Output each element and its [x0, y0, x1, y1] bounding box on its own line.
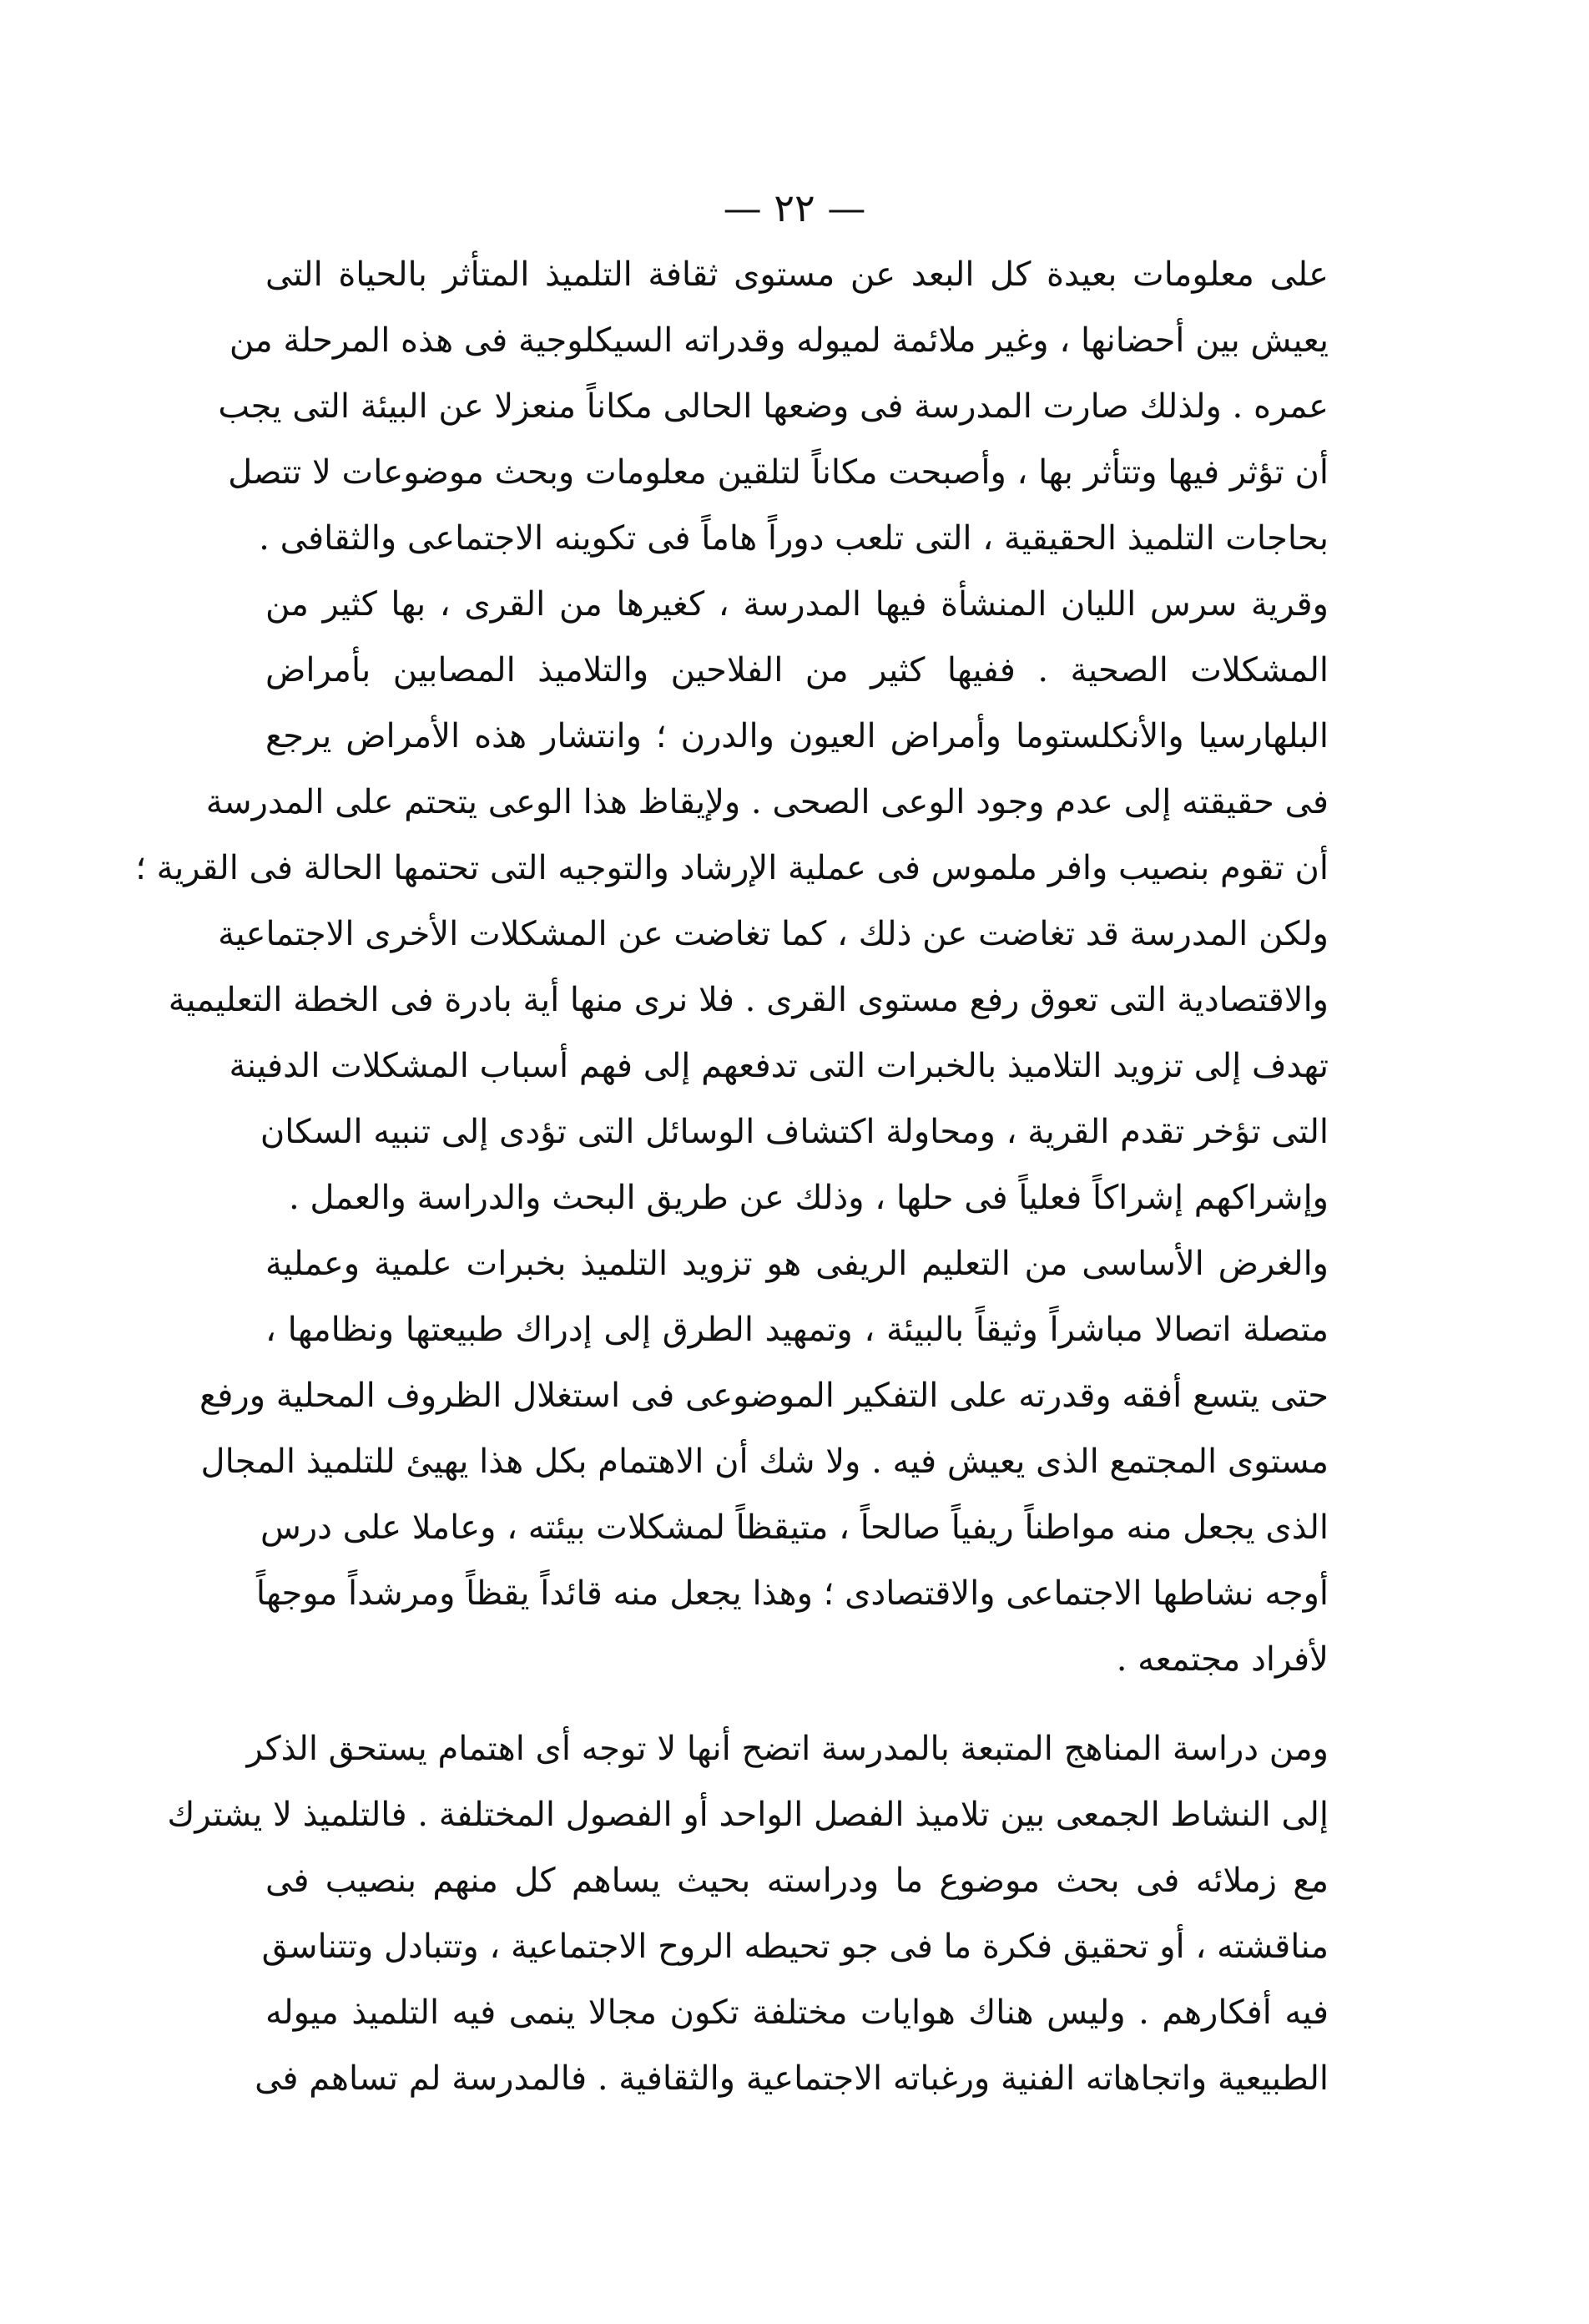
text-line: أن تقوم بنصيب وافر ملموس فى عملية الإرشاد والتوجيه التى تحتمها الحالة فى القرية ؛	[135, 849, 1329, 887]
text-line: الطبيعية واتجاهاته الفنية ورغباته الاجتماعية والثقافية . فالمدرسة لم تساهم فى	[255, 2059, 1329, 2098]
text-line: التى تؤخر تقدم القرية ، ومحاولة اكتشاف الوسائل التى تؤدى إلى تنبيه السكان	[260, 1113, 1329, 1151]
text-line: مناقشته ، أو تحقيق فكرة ما فى جو تحيطه الروح الاجتماعية ، وتتبادل وتتناسق	[261, 1927, 1329, 1966]
text-line: مستوى المجتمع الذى يعيش فيه . ولا شك أن الاهتمام بكل هذا يهيئ للتلميذ المجال	[200, 1442, 1329, 1481]
text-line: أوجه نشاطها الاجتماعى والاقتصادى ؛ وهذا يجعل منه قائداً يقظاً ومرشداً موجهاً	[255, 1574, 1329, 1613]
text-line: وإشراكهم إشراكاً فعلياً فى حلها ، وذلك عن طريق البحث والدراسة والعمل .	[289, 1179, 1329, 1217]
text-line: فيه أفكارهم . وليس هناك هوايات مختلفة تكون مجالا ينمى فيه التلميذ ميوله	[265, 1993, 1329, 2032]
text-line: إلى النشاط الجمعى بين تلاميذ الفصل الواحد أو الفصول المختلفة . فالتلميذ لا يشترك	[167, 1796, 1329, 1834]
text-line: لأفراد مجتمعه .	[1116, 1640, 1329, 1679]
text-line: والغرض الأساسى من التعليم الريفى هو تزويد التلميذ بخبرات علمية وعملية	[265, 1245, 1329, 1283]
paragraph-gap	[265, 1693, 1329, 1716]
text-line: والاقتصادية التى تعوق رفع مستوى القرى . فلا نرى منها أية بادرة فى الخطة التعليمية	[168, 981, 1329, 1019]
text-line: بحاجات التلميذ الحقيقية ، التى تلعب دوراً هاماً فى تكوينه الاجتماعى والثقافى .	[259, 519, 1329, 558]
text-line: يعيش بين أحضانها ، وغير ملائمة لميوله وقدراته السيكلوجية فى هذه المرحلة من	[229, 321, 1329, 360]
text-line: متصلة اتصالا مباشراً وثيقاً بالبيئة ، وتمهيد الطرق إلى إدراك طبيعتها ونظامها ،	[265, 1311, 1329, 1349]
text-line: مع زملائه فى بحث موضوع ما ودراسته بحيث يساهم كل منهم بنصيب فى	[265, 1862, 1329, 1900]
text-line: حتى يتسع أفقه وقدرته على التفكير الموضوعى فى استغلال الظروف المحلية ورفع	[199, 1377, 1329, 1415]
text-line: البلهارسيا والأنكلستوما وأمراض العيون والدرن ؛ وانتشار هذه الأمراض يرجع	[265, 717, 1329, 755]
text-line: ومن دراسة المناهج المتبعة بالمدرسة اتضح أنها لا توجه أى اهتمام يستحق الذكر	[246, 1730, 1329, 1768]
text-line: وقرية سرس الليان المنشأة فيها المدرسة ، كغيرها من القرى ، بها كثير من	[265, 585, 1329, 624]
text-line: فى حقيقته إلى عدم وجود الوعى الصحى . ولإيقاظ هذا الوعى يتحتم على المدرسة	[205, 783, 1329, 821]
text-line: ولكن المدرسة قد تغاضت عن ذلك ، كما تغاضت عن المشكلات الأخرى الاجتماعية	[218, 915, 1329, 953]
text-line: تهدف إلى تزويد التلاميذ بالخبرات التى تدفعهم إلى فهم أسباب المشكلات الدفينة	[229, 1047, 1329, 1085]
text-line: المشكلات الصحية . ففيها كثير من الفلاحين والتلاميذ المصابين بأمراض	[265, 651, 1329, 690]
body-text	[135, 242, 1329, 2112]
text-line: الذى يجعل منه مواطناً ريفياً صالحاً ، متيقظاً لمشكلات بيئته ، وعاملا على درس	[260, 1508, 1329, 1547]
page-number: — ٢٢ —	[723, 185, 866, 230]
text-line: على معلومات بعيدة كل البعد عن مستوى ثقافة التلميذ المتأثر بالحياة التى	[265, 255, 1329, 294]
text-line: عمره . ولذلك صارت المدرسة فى وضعها الحالى مكاناً منعزلا عن البيئة التى يجب	[218, 387, 1329, 426]
text-line: أن تؤثر فيها وتتأثر بها ، وأصبحت مكاناً لتلقين معلومات وبحث موضوعات لا تتصل	[228, 453, 1329, 492]
